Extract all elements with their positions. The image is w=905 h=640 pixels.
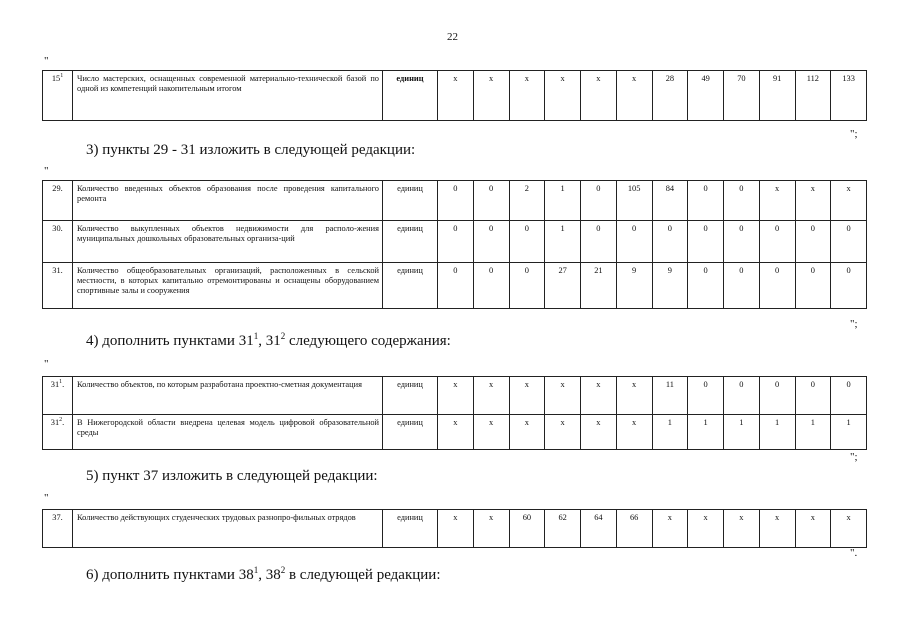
value-cell: 1 bbox=[652, 415, 688, 450]
row-unit: единиц bbox=[383, 221, 438, 263]
row-description: Количество выкупленных объектов недвижимости для располо-жения муниципальных дошкольных образовательных организа-ций bbox=[73, 221, 383, 263]
value-cell: 0 bbox=[688, 221, 724, 263]
value-cell: 0 bbox=[724, 377, 760, 415]
value-cell: 0 bbox=[688, 377, 724, 415]
value-cell: 70 bbox=[724, 71, 760, 121]
table-row bbox=[43, 377, 867, 415]
value-cell: x bbox=[652, 510, 688, 548]
value-cell: 9 bbox=[652, 263, 688, 309]
row-description: Число мастерских, оснащенных современной материально-технической базой по одной из компетенций накопительным итогом bbox=[73, 71, 383, 121]
value-cell: 49 bbox=[688, 71, 724, 121]
value-cell: x bbox=[831, 181, 867, 221]
value-cell: 1 bbox=[688, 415, 724, 450]
value-cell: 0 bbox=[759, 263, 795, 309]
value-cell: 1 bbox=[759, 415, 795, 450]
value-cell: x bbox=[688, 510, 724, 548]
value-cell: 0 bbox=[438, 263, 474, 309]
row-number: $31^1$. bbox=[43, 377, 73, 415]
value-cell: 0 bbox=[759, 377, 795, 415]
value-cell: 105 bbox=[616, 181, 652, 221]
value-cell: 0 bbox=[581, 221, 617, 263]
value-cell: x bbox=[795, 510, 831, 548]
value-cell: 0 bbox=[831, 377, 867, 415]
value-cell: x bbox=[473, 377, 509, 415]
value-cell: x bbox=[438, 510, 474, 548]
value-cell: 60 bbox=[509, 510, 545, 548]
value-cell: x bbox=[831, 510, 867, 548]
row-number: 29. bbox=[43, 181, 73, 221]
table-row bbox=[43, 71, 867, 121]
section-heading-4: 4) дополнить пунктами $31^1$, $31^2$ следующего содержания: bbox=[86, 331, 451, 349]
row-unit: единиц bbox=[383, 181, 438, 221]
value-cell: 0 bbox=[438, 221, 474, 263]
value-cell: 1 bbox=[545, 181, 581, 221]
quote-close: "; bbox=[850, 318, 858, 330]
value-cell: x bbox=[795, 181, 831, 221]
value-cell: x bbox=[581, 415, 617, 450]
value-cell: x bbox=[473, 71, 509, 121]
row-number: $31^2$. bbox=[43, 415, 73, 450]
value-cell: 66 bbox=[616, 510, 652, 548]
value-cell: 0 bbox=[831, 263, 867, 309]
value-cell: x bbox=[438, 415, 474, 450]
value-cell: 21 bbox=[581, 263, 617, 309]
table-row bbox=[43, 221, 867, 263]
value-cell: x bbox=[438, 377, 474, 415]
quote-open: " bbox=[44, 55, 49, 67]
value-cell: 0 bbox=[616, 221, 652, 263]
indicator-table-2 bbox=[42, 180, 867, 309]
value-cell: 0 bbox=[688, 263, 724, 309]
value-cell: 0 bbox=[652, 221, 688, 263]
value-cell: x bbox=[545, 377, 581, 415]
quote-close: ". bbox=[850, 547, 858, 559]
value-cell: x bbox=[509, 71, 545, 121]
section-heading-3: 3) пункты 29 - 31 изложить в следующей редакции: bbox=[86, 142, 416, 158]
quote-open: " bbox=[44, 492, 49, 504]
value-cell: x bbox=[616, 377, 652, 415]
table-row bbox=[43, 181, 867, 221]
value-cell: x bbox=[473, 415, 509, 450]
value-cell: 0 bbox=[509, 263, 545, 309]
value-cell: 1 bbox=[831, 415, 867, 450]
value-cell: 1 bbox=[724, 415, 760, 450]
value-cell: 0 bbox=[831, 221, 867, 263]
value-cell: 0 bbox=[581, 181, 617, 221]
row-description: Количество объектов, по которым разработана проектно-сметная документация bbox=[73, 377, 383, 415]
quote-open: " bbox=[44, 165, 49, 177]
section-heading-5: 5) пункт 37 изложить в следующей редакции: bbox=[86, 468, 378, 484]
quote-open: " bbox=[44, 358, 49, 370]
value-cell: 0 bbox=[509, 221, 545, 263]
value-cell: x bbox=[616, 415, 652, 450]
row-number: 30. bbox=[43, 221, 73, 263]
value-cell: x bbox=[438, 71, 474, 121]
table-row bbox=[43, 510, 867, 548]
value-cell: 0 bbox=[724, 181, 760, 221]
value-cell: 0 bbox=[473, 263, 509, 309]
value-cell: 133 bbox=[831, 71, 867, 121]
value-cell: x bbox=[509, 377, 545, 415]
table-row bbox=[43, 263, 867, 309]
indicator-table-4 bbox=[42, 509, 867, 548]
row-description: Количество введенных объектов образования после проведения капитального ремонта bbox=[73, 181, 383, 221]
value-cell: x bbox=[724, 510, 760, 548]
value-cell: 0 bbox=[795, 263, 831, 309]
row-unit: единиц bbox=[383, 377, 438, 415]
value-cell: 27 bbox=[545, 263, 581, 309]
quote-close: "; bbox=[850, 128, 858, 140]
section-heading-6: 6) дополнить пунктами $38^1$, $38^2$ в следующей редакции: bbox=[86, 565, 441, 583]
value-cell: 0 bbox=[688, 181, 724, 221]
row-unit: единиц bbox=[383, 71, 438, 121]
value-cell: 84 bbox=[652, 181, 688, 221]
row-unit: единиц bbox=[383, 510, 438, 548]
value-cell: 0 bbox=[795, 221, 831, 263]
value-cell: 0 bbox=[759, 221, 795, 263]
value-cell: x bbox=[509, 415, 545, 450]
value-cell: x bbox=[545, 71, 581, 121]
indicator-table-3 bbox=[42, 376, 867, 450]
value-cell: x bbox=[581, 71, 617, 121]
row-description: Количество общеобразовательных организаций, расположенных в сельской местности, в которых капитально отремонтированы и оснащены оборудованием спортивные залы и сооружения bbox=[73, 263, 383, 309]
value-cell: 28 bbox=[652, 71, 688, 121]
value-cell: 112 bbox=[795, 71, 831, 121]
value-cell: 0 bbox=[438, 181, 474, 221]
value-cell: 1 bbox=[545, 221, 581, 263]
row-number: 31. bbox=[43, 263, 73, 309]
value-cell: 62 bbox=[545, 510, 581, 548]
row-unit: единиц bbox=[383, 415, 438, 450]
row-number: $15^1$ bbox=[43, 71, 73, 121]
row-description: Количество действующих студенческих трудовых разнопро-фильных отрядов bbox=[73, 510, 383, 548]
value-cell: 64 bbox=[581, 510, 617, 548]
quote-close: "; bbox=[850, 451, 858, 463]
value-cell: x bbox=[473, 510, 509, 548]
table-row bbox=[43, 415, 867, 450]
value-cell: 11 bbox=[652, 377, 688, 415]
indicator-table-1 bbox=[42, 70, 867, 121]
row-number: 37. bbox=[43, 510, 73, 548]
value-cell: 0 bbox=[473, 181, 509, 221]
value-cell: 2 bbox=[509, 181, 545, 221]
value-cell: 0 bbox=[724, 263, 760, 309]
value-cell: 1 bbox=[795, 415, 831, 450]
value-cell: 0 bbox=[795, 377, 831, 415]
value-cell: x bbox=[616, 71, 652, 121]
value-cell: x bbox=[759, 181, 795, 221]
page-number: 22 bbox=[447, 31, 458, 43]
row-description: В Нижегородской области внедрена целевая модель цифровой образовательной среды bbox=[73, 415, 383, 450]
value-cell: x bbox=[545, 415, 581, 450]
value-cell: 9 bbox=[616, 263, 652, 309]
value-cell: x bbox=[581, 377, 617, 415]
value-cell: 91 bbox=[759, 71, 795, 121]
value-cell: 0 bbox=[473, 221, 509, 263]
value-cell: 0 bbox=[724, 221, 760, 263]
value-cell: x bbox=[759, 510, 795, 548]
row-unit: единиц bbox=[383, 263, 438, 309]
